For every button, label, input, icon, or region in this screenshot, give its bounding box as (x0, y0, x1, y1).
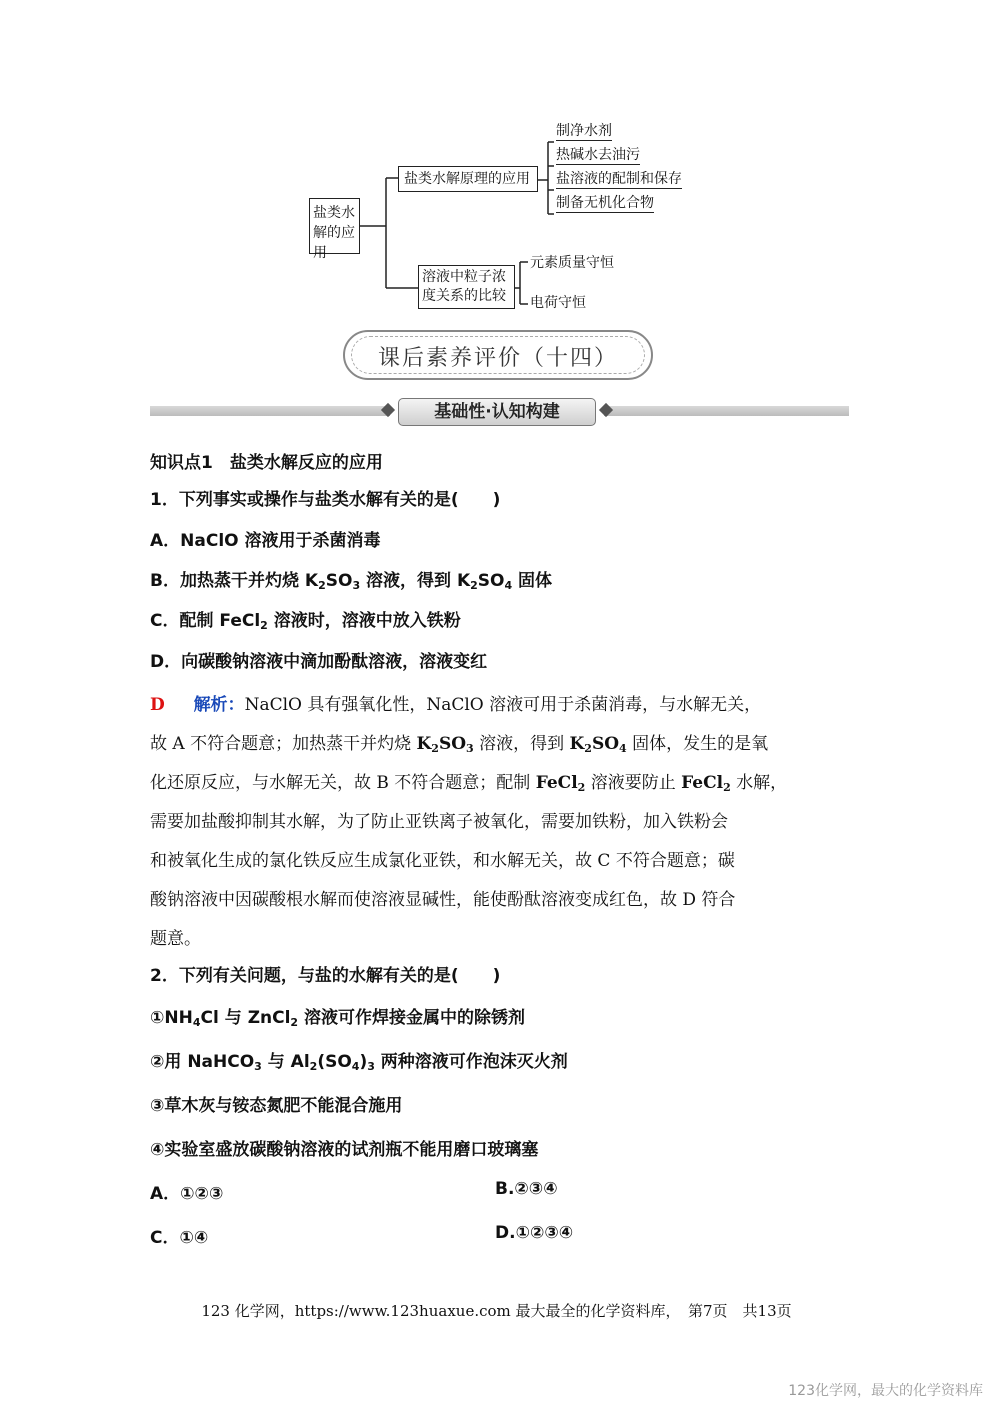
watermark: 123化学网，最大的化学资料库 (788, 1383, 983, 1399)
text: 化还原反应，与水解无关，故 B 不符合题意；配制 (150, 773, 536, 793)
text: ① (150, 1008, 165, 1028)
mind-map-branch-1-text: 盐类水解原理的应用 (404, 171, 530, 187)
text: 故 A 不符合题意；加热蒸干并灼烧 (150, 734, 417, 754)
text: 溶液，得到 (360, 571, 457, 591)
analysis-line-6: 酸钠溶液中因碳酸根水解而使溶液显碱性，能使酚酞溶液变成红色，故 D 符合 (150, 890, 736, 910)
mind-map-root (309, 198, 360, 261)
leaf-text: 热碱水去油污 (556, 147, 640, 163)
formula-k2so4: $K_2SO_4$ (456, 571, 513, 592)
question-2-stem: 2．下列有关问题，与盐的水解有关的是( ) (150, 966, 501, 986)
text: 固体 (512, 571, 553, 591)
text: 溶液要防止 (585, 773, 682, 793)
text: 溶液，得到 (473, 734, 570, 754)
leaf-text: 制备无机化合物 (556, 195, 654, 211)
analysis-line-3 (150, 768, 787, 793)
analysis-line-2 (150, 729, 768, 754)
text: 两种溶液可作泡沫灭火剂 (374, 1052, 568, 1072)
formula-fecl2: FeCl$_2$ (535, 773, 586, 794)
answer-letter: D (150, 695, 165, 715)
section-band-left (150, 406, 390, 416)
mind-map-leaf-5 (530, 254, 614, 272)
mind-map-leaf-1 (556, 122, 612, 140)
leaf-text: 电荷守恒 (530, 295, 586, 311)
mind-map-branch-2-text: 溶液中粒子浓度关系的比较 (422, 269, 506, 304)
question-2-option-b: B.②③④ (495, 1179, 558, 1199)
question-2-option-c: C．①④ (150, 1228, 209, 1248)
evaluation-title-badge (343, 330, 653, 380)
analysis-line-5: 和被氧化生成的氯化铁反应生成氯化亚铁，和水解无关，故 C 不符合题意；碳 (150, 851, 735, 871)
mind-map-branch-1 (398, 166, 538, 192)
text: 与 (261, 1052, 291, 1072)
text: 水解， (730, 773, 788, 793)
question-1-stem: 1．下列事实或操作与盐类水解有关的是( ) (150, 490, 501, 510)
formula-k2so3: $K_2SO_3$ (304, 571, 361, 592)
section-band-right (604, 406, 849, 416)
page-footer: 123 化学网，https://www.123huaxue.com 最大最全的化学资料库， 第7页 共13页 (201, 1302, 792, 1320)
formula-k2so4: $K_2SO_4$ (569, 734, 627, 755)
question-1-option-a: A．NaClO 溶液用于杀菌消毒 (150, 531, 381, 551)
formula-fecl2: FeCl$_2$ (219, 611, 268, 632)
question-1-option-b (150, 566, 552, 591)
formula-al2so43: $Al_2(SO_4)_3$ (290, 1052, 375, 1073)
formula-k2so3: $K_2SO_3$ (416, 734, 474, 755)
mind-map-leaf-6 (530, 294, 586, 312)
question-2-statement-3: ③草木灰与铵态氮肥不能混合施用 (150, 1096, 403, 1116)
question-1-option-d: D．向碳酸钠溶液中滴加酚酞溶液，溶液变红 (150, 652, 488, 672)
leaf-text: 盐溶液的配制和保存 (556, 171, 682, 187)
mind-map-branch-2 (418, 265, 515, 309)
mind-map (0, 0, 993, 320)
leaf-text: 制净水剂 (556, 123, 612, 139)
question-2-option-d: D.①②③④ (495, 1223, 574, 1243)
question-2-option-a: A．①②③ (150, 1184, 224, 1204)
formula-fecl2: FeCl$_2$ (681, 773, 731, 794)
evaluation-title: 课后素养评价（十四） (377, 346, 618, 371)
mind-map-leaf-2 (556, 146, 640, 164)
text: C．配制 (150, 611, 220, 631)
analysis-line-7: 题意。 (150, 929, 201, 949)
analysis-line-1 (150, 690, 761, 715)
formula-nh4cl: $NH_4Cl$ (164, 1008, 219, 1029)
mind-map-leaf-4 (556, 194, 654, 212)
text: 溶液可作焊接金属中的除锈剂 (298, 1008, 525, 1028)
mind-map-root-text: 盐类水解的应用 (313, 205, 355, 261)
text: 溶液时，溶液中放入铁粉 (267, 611, 461, 631)
formula-nahco3: NaHCO$_3$ (187, 1052, 262, 1073)
text: 与 (218, 1008, 248, 1028)
mind-map-leaf-3 (556, 170, 682, 188)
text: 固体，发生的是氧 (626, 734, 769, 754)
text: NaClO 具有强氧化性，NaClO 溶液可用于杀菌消毒，与水解无关， (244, 695, 762, 715)
formula-zncl2: ZnCl$_2$ (247, 1008, 299, 1029)
question-2-statement-4: ④实验室盛放碳酸钠溶液的试剂瓶不能用磨口玻璃塞 (150, 1140, 539, 1160)
question-2-statement-1 (150, 1003, 525, 1028)
text: B．加热蒸干并灼烧 (150, 571, 305, 591)
knowledge-point-heading: 知识点1 盐类水解反应的应用 (150, 453, 383, 473)
leaf-text: 元素质量守恒 (530, 255, 614, 271)
question-2-statement-2 (150, 1047, 568, 1072)
question-1-option-c (150, 606, 461, 631)
analysis-line-4: 需要加盐酸抑制其水解，为了防止亚铁离子被氧化，需要加铁粉，加入铁粉会 (150, 812, 728, 832)
analysis-label: 解析： (193, 695, 245, 715)
section-title: 基础性·认知构建 (398, 398, 596, 426)
text: ②用 (150, 1052, 188, 1072)
